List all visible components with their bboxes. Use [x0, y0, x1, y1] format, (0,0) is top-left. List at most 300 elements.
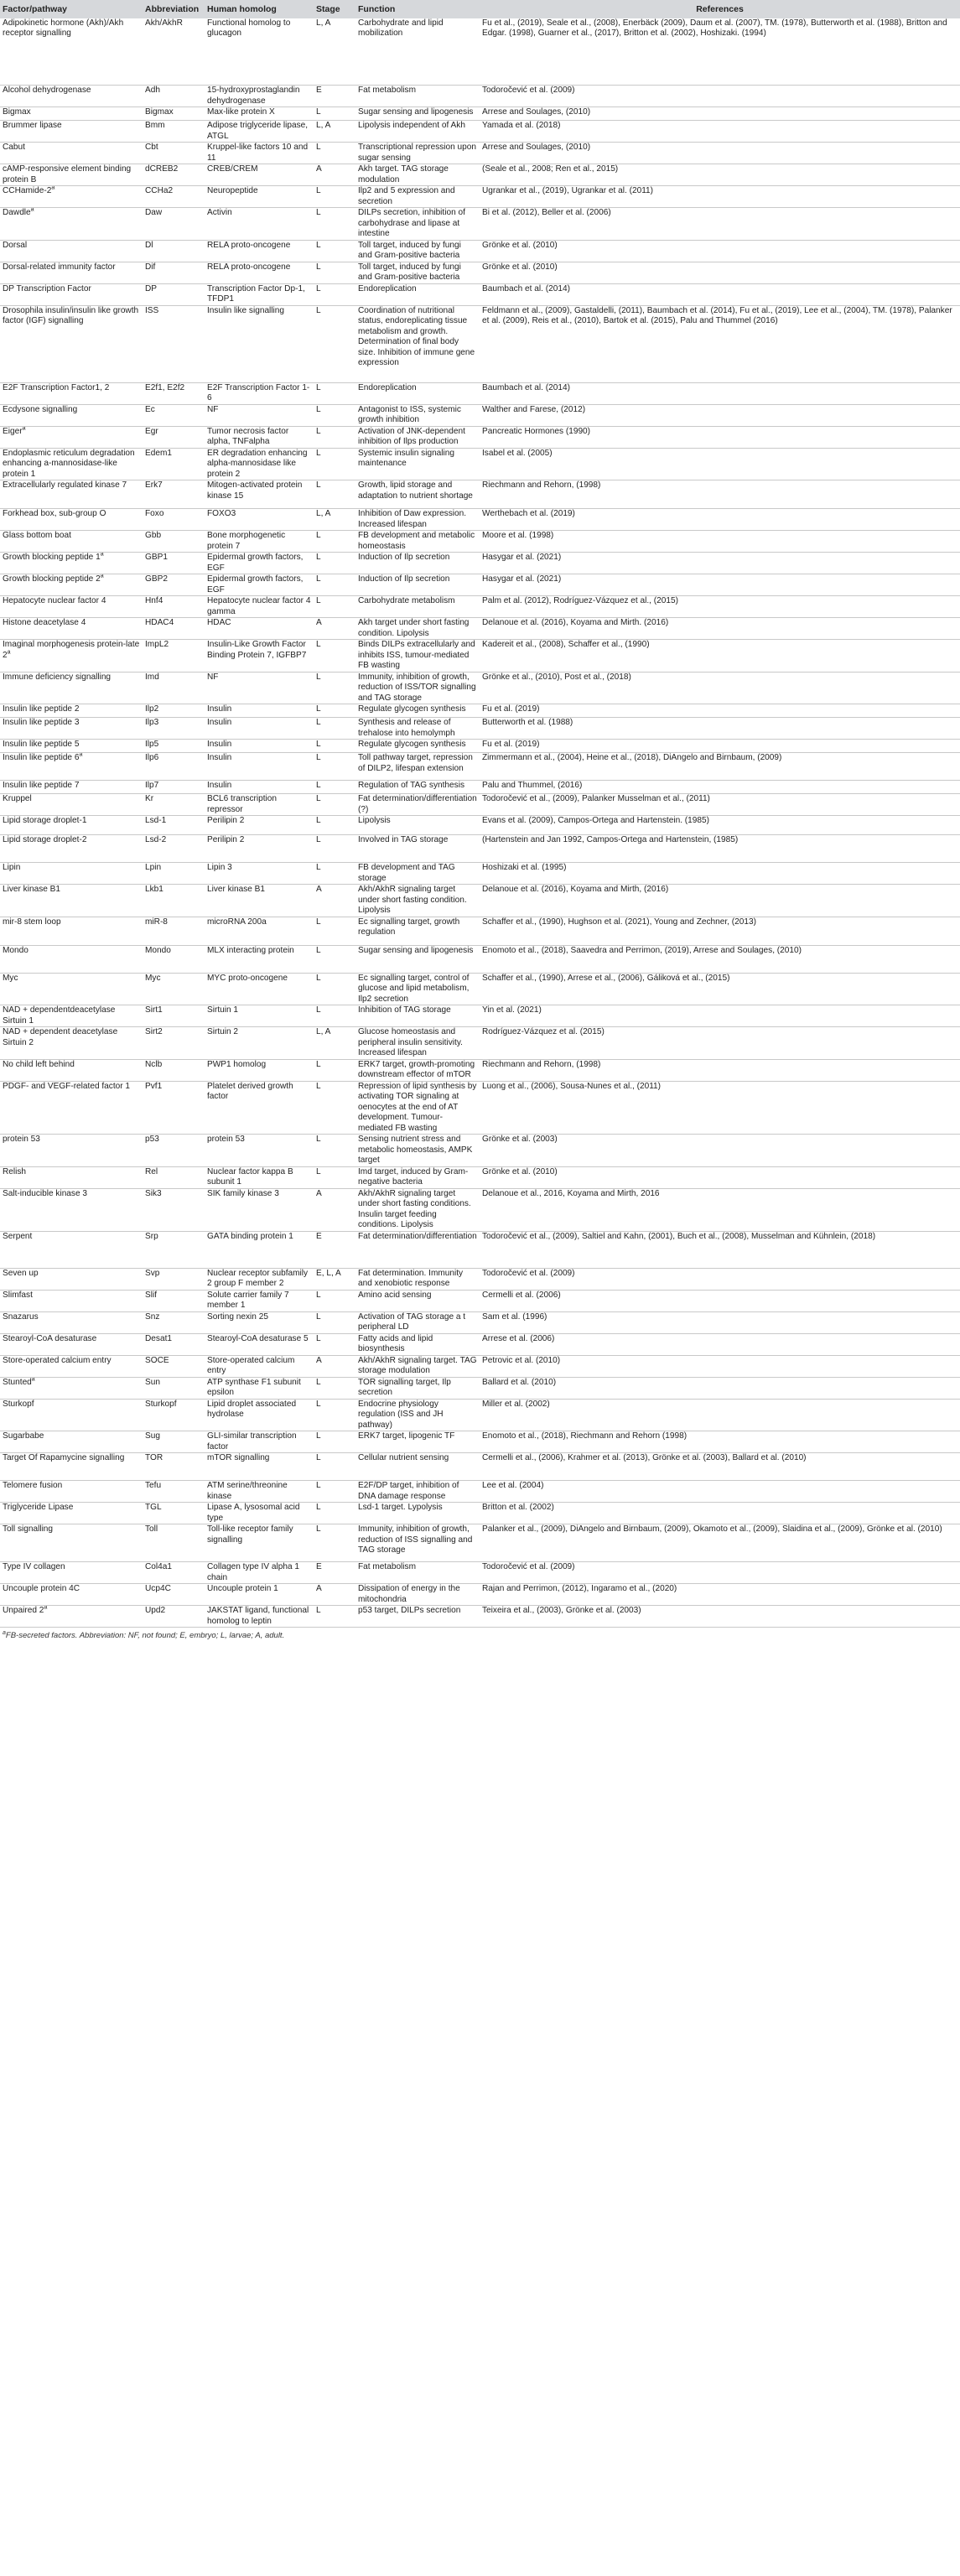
cell-abbreviation — [143, 863, 205, 885]
cell-text: Grönke et al., (2010), Post et al., (2018) — [482, 672, 631, 682]
cell-references — [480, 672, 960, 704]
cell-text: L — [316, 208, 321, 217]
cell-text: Riechmann and Rehorn, (1998) — [482, 480, 601, 490]
cell-text: Baumbach et al. (2014) — [482, 283, 570, 293]
cell-function — [355, 1333, 480, 1355]
header-function: Function — [355, 0, 480, 18]
table-row — [0, 781, 960, 794]
cell-references — [480, 917, 960, 945]
cell-text: Britton et al. (2002) — [482, 1503, 554, 1512]
cell-text: Lipin — [3, 863, 21, 872]
cell-stage — [314, 448, 355, 480]
cell-text: Riechmann and Rehorn, (1998) — [482, 1059, 601, 1069]
cell-stage — [314, 1290, 355, 1311]
cell-text: A — [316, 1584, 322, 1593]
cell-text: E — [316, 1231, 322, 1241]
cell-text: Slif — [145, 1290, 158, 1300]
header-references: References — [480, 0, 960, 18]
cell-text: Toll target, induced by fungi and Gram-positive bacteria — [358, 262, 461, 282]
table-row — [0, 945, 960, 973]
cell-text: Tefu — [145, 1481, 162, 1490]
cell-function — [355, 1081, 480, 1135]
cell-factor — [0, 740, 143, 753]
cell-stage — [314, 1399, 355, 1431]
cell-abbreviation — [143, 794, 205, 816]
fb-secreted-marker: a — [100, 574, 104, 579]
cell-text: Forkhead box, sub-group O — [3, 509, 106, 518]
cell-text: Hepatocyte nuclear factor 4 — [3, 596, 106, 605]
cell-references — [480, 1481, 960, 1503]
cell-human-homolog — [205, 740, 314, 753]
cell-text: Inhibition of Daw expression. Increased lifespan — [358, 509, 467, 529]
cell-factor — [0, 1377, 143, 1399]
cell-function — [355, 1355, 480, 1377]
cell-text: Sturkopf — [145, 1399, 177, 1409]
cell-function — [355, 404, 480, 426]
cell-factor — [0, 143, 143, 164]
cell-human-homolog — [205, 531, 314, 553]
cell-function — [355, 973, 480, 1005]
cell-text: Upd2 — [145, 1606, 166, 1615]
cell-text: Fat determination/differentiation (?) — [358, 794, 477, 814]
cell-text: Kr — [145, 794, 154, 803]
cell-text: L — [316, 553, 321, 562]
cell-text: p53 target, DILPs secretion — [358, 1606, 461, 1615]
cell-text: Epidermal growth factors, EGF — [207, 574, 304, 595]
cell-text: ATM serine/threonine kinase — [207, 1481, 288, 1501]
cell-text: Svp — [145, 1268, 160, 1278]
cell-references — [480, 794, 960, 816]
cell-factor — [0, 1503, 143, 1524]
cell-function — [355, 794, 480, 816]
cell-stage — [314, 1081, 355, 1135]
cell-function — [355, 305, 480, 382]
cell-abbreviation — [143, 740, 205, 753]
cell-stage — [314, 1584, 355, 1606]
cell-abbreviation — [143, 885, 205, 917]
cell-factor — [0, 1290, 143, 1311]
cell-human-homolog — [205, 640, 314, 673]
cell-text: HDAC4 — [145, 618, 174, 627]
cell-text: L — [316, 426, 321, 436]
cell-text: Perilipin 2 — [207, 835, 245, 844]
cell-text: Moore et al. (1998) — [482, 531, 554, 540]
cell-human-homolog — [205, 305, 314, 382]
table-row — [0, 1453, 960, 1481]
cell-stage — [314, 186, 355, 208]
cell-human-homolog — [205, 186, 314, 208]
cell-function — [355, 1188, 480, 1231]
cell-text: Dissipation of energy in the mitochondria — [358, 1584, 460, 1604]
cell-text: L — [316, 448, 321, 458]
cell-text: Egr — [145, 426, 158, 436]
cell-references — [480, 107, 960, 121]
cell-factor — [0, 618, 143, 640]
cell-references — [480, 835, 960, 863]
cell-text: Stunted — [3, 1377, 32, 1387]
cell-abbreviation — [143, 917, 205, 945]
cell-text: Akh target under short fasting condition. Lipolysis — [358, 618, 470, 638]
cell-text: Cermelli et al. (2006) — [482, 1290, 561, 1300]
cell-factor — [0, 596, 143, 618]
cell-abbreviation — [143, 382, 205, 404]
cell-function — [355, 426, 480, 448]
cell-text: L — [316, 404, 321, 414]
cell-references — [480, 618, 960, 640]
cell-stage — [314, 164, 355, 186]
cell-text: Neuropeptide — [207, 186, 258, 195]
cell-text: E2F Transcription Factor 1-6 — [207, 382, 310, 402]
cell-text: Functional homolog to glucagon — [207, 18, 291, 38]
cell-text: Baumbach et al. (2014) — [482, 382, 570, 392]
cell-text: L, A — [316, 1027, 331, 1036]
table-row — [0, 1584, 960, 1606]
cell-human-homolog — [205, 596, 314, 618]
cell-text: Sirtuin 2 — [207, 1027, 239, 1036]
cell-references — [480, 781, 960, 794]
cell-text: L — [316, 1311, 321, 1322]
cell-human-homolog — [205, 480, 314, 509]
cell-references — [480, 1027, 960, 1060]
cell-factor — [0, 448, 143, 480]
table-row — [0, 1311, 960, 1333]
cell-text: Insulin — [207, 781, 232, 790]
cell-human-homolog — [205, 448, 314, 480]
cell-function — [355, 885, 480, 917]
cell-text: Endoplasmic reticulum degradation enhancing a-mannosidase-like protein 1 — [3, 448, 135, 479]
cell-text: L — [316, 1431, 321, 1441]
cell-human-homolog — [205, 164, 314, 186]
cell-abbreviation — [143, 1059, 205, 1081]
cell-text: Lpin — [145, 863, 162, 872]
cell-text: Yin et al. (2021) — [482, 1005, 542, 1015]
cell-function — [355, 672, 480, 704]
cell-text: FB development and TAG storage — [358, 863, 455, 883]
cell-factor — [0, 835, 143, 863]
cell-text: Lipid storage droplet-2 — [3, 835, 87, 844]
cell-references — [480, 1166, 960, 1188]
cell-human-homolog — [205, 404, 314, 426]
cell-text: Carbohydrate and lipid mobilization — [358, 18, 444, 38]
cell-human-homolog — [205, 509, 314, 531]
cell-text: L — [316, 973, 321, 983]
table-row — [0, 917, 960, 945]
cell-factor — [0, 1059, 143, 1081]
cell-function — [355, 186, 480, 208]
cell-abbreviation — [143, 574, 205, 596]
cell-factor — [0, 186, 143, 208]
cell-text: Sorting nexin 25 — [207, 1311, 268, 1322]
cell-references — [480, 283, 960, 305]
cell-text: Glass bottom boat — [3, 531, 71, 540]
cell-text: Histone deacetylase 4 — [3, 618, 86, 627]
cell-text: Endocrine physiology regulation (ISS and JH pathway) — [358, 1399, 444, 1430]
cell-text: Palm et al. (2012), Rodríguez-Vázquez et al., (2015) — [482, 596, 678, 605]
cell-text: Insulin like peptide 3 — [3, 718, 80, 727]
cell-human-homolog — [205, 1166, 314, 1188]
header-factor: Factor/pathway — [0, 0, 143, 18]
cell-text: No child left behind — [3, 1059, 75, 1069]
cell-stage — [314, 262, 355, 283]
cell-stage — [314, 618, 355, 640]
cell-function — [355, 531, 480, 553]
table-row — [0, 596, 960, 618]
table-row — [0, 426, 960, 448]
cell-text: mTOR signalling — [207, 1453, 270, 1462]
cell-text: Regulation of TAG synthesis — [358, 781, 464, 790]
cell-function — [355, 704, 480, 718]
cell-text: L — [316, 107, 321, 117]
cell-text: L — [316, 753, 321, 762]
cell-text: Ilp7 — [145, 781, 159, 790]
cell-text: BCL6 transcription repressor — [207, 794, 278, 814]
cell-text: HDAC — [207, 618, 231, 627]
cell-abbreviation — [143, 1503, 205, 1524]
cell-function — [355, 164, 480, 186]
cell-text: Fat determination. Immunity and xenobiotic response — [358, 1268, 464, 1288]
cell-references — [480, 1231, 960, 1268]
cell-abbreviation — [143, 426, 205, 448]
cell-text: Toll pathway target, repression of DILP2, lifespan extension — [358, 753, 473, 773]
cell-text: Target Of Rapamycine signalling — [3, 1453, 125, 1462]
table-row — [0, 718, 960, 740]
cell-text: Sirt1 — [145, 1005, 163, 1015]
cell-references — [480, 1059, 960, 1081]
cell-text: Insulin like peptide 7 — [3, 781, 80, 790]
cell-text: Ecdysone signalling — [3, 404, 78, 414]
cell-text: E — [316, 86, 322, 95]
cell-factor — [0, 553, 143, 574]
cell-text: L — [316, 382, 321, 392]
cell-text: Yamada et al. (2018) — [482, 121, 561, 130]
cell-text: Imd — [145, 672, 159, 682]
cell-function — [355, 1431, 480, 1453]
cell-abbreviation — [143, 672, 205, 704]
cell-function — [355, 1027, 480, 1060]
cell-references — [480, 1005, 960, 1027]
cell-human-homolog — [205, 1377, 314, 1399]
cell-text: Involved in TAG storage — [358, 835, 449, 844]
cell-human-homolog — [205, 863, 314, 885]
table-row — [0, 1027, 960, 1060]
table-row — [0, 1005, 960, 1027]
cell-abbreviation — [143, 1135, 205, 1167]
cell-text: Extracellularly regulated kinase 7 — [3, 480, 127, 490]
cell-abbreviation — [143, 240, 205, 262]
cell-text: Grönke et al. (2003) — [482, 1135, 558, 1144]
cell-factor — [0, 1135, 143, 1167]
cell-text: L, A — [316, 18, 331, 28]
cell-stage — [314, 945, 355, 973]
cell-text: L — [316, 740, 321, 749]
cell-factor — [0, 1005, 143, 1027]
cell-abbreviation — [143, 835, 205, 863]
cell-text: Fatty acids and lipid biosynthesis — [358, 1333, 433, 1353]
cell-text: SIK family kinase 3 — [207, 1188, 279, 1198]
cell-text: Dl — [145, 240, 153, 250]
cell-text: MLX interacting protein — [207, 945, 294, 955]
cell-stage — [314, 753, 355, 781]
cell-human-homolog — [205, 917, 314, 945]
cell-text: Insulin — [207, 704, 232, 714]
cell-text: Sirtuin 1 — [207, 1005, 239, 1015]
cell-text: Telomere fusion — [3, 1481, 63, 1490]
cell-text: Platelet derived growth factor — [207, 1081, 293, 1101]
cell-text: Luong et al., (2006), Sousa-Nunes et al., (2011) — [482, 1081, 662, 1091]
cell-factor — [0, 1481, 143, 1503]
cell-human-homolog — [205, 816, 314, 835]
cell-references — [480, 208, 960, 241]
cell-references — [480, 1503, 960, 1524]
cell-references — [480, 973, 960, 1005]
cell-text: Induction of Ilp secretion — [358, 574, 450, 584]
cell-human-homolog — [205, 718, 314, 740]
cell-abbreviation — [143, 816, 205, 835]
cell-abbreviation — [143, 1290, 205, 1311]
cell-stage — [314, 1481, 355, 1503]
cell-factor — [0, 208, 143, 241]
cell-text: Kruppel — [3, 794, 32, 803]
cell-text: Snazarus — [3, 1311, 39, 1322]
cell-references — [480, 404, 960, 426]
cell-text: Activation of JNK-dependent inhibition of Ilps production — [358, 426, 465, 446]
cell-references — [480, 1606, 960, 1628]
cell-text: GBP2 — [145, 574, 168, 584]
cell-text: Uncouple protein 4C — [3, 1584, 80, 1593]
cell-text: ImpL2 — [145, 640, 169, 649]
cell-text: Perilipin 2 — [207, 816, 245, 825]
cell-abbreviation — [143, 640, 205, 673]
cell-function — [355, 917, 480, 945]
cell-function — [355, 1606, 480, 1628]
cell-text: Sugarbabe — [3, 1431, 44, 1441]
cell-text: Werthebach et al. (2019) — [482, 509, 575, 518]
cell-text: L — [316, 1059, 321, 1069]
cell-text: Dif — [145, 262, 156, 272]
cell-text: E2F/DP target, inhibition of DNA damage response — [358, 1481, 459, 1501]
cell-function — [355, 1524, 480, 1562]
cell-text: Antagonist to ISS, systemic growth inhibition — [358, 404, 461, 424]
cell-text: Drosophila insulin/insulin like growth factor (IGF) signalling — [3, 305, 139, 325]
cell-text: L, A — [316, 509, 331, 518]
cell-factor — [0, 781, 143, 794]
cell-text: Epidermal growth factors, EGF — [207, 553, 304, 573]
cell-abbreviation — [143, 1333, 205, 1355]
cell-factor — [0, 1188, 143, 1231]
cell-abbreviation — [143, 1188, 205, 1231]
cell-factor — [0, 917, 143, 945]
cell-text: DP Transcription Factor — [3, 283, 91, 293]
cell-references — [480, 305, 960, 382]
cell-references — [480, 18, 960, 86]
cell-abbreviation — [143, 704, 205, 718]
table-row — [0, 1290, 960, 1311]
cell-text: Serpent — [3, 1231, 33, 1241]
cell-text: Type IV collagen — [3, 1562, 65, 1571]
cell-function — [355, 640, 480, 673]
table-row — [0, 1081, 960, 1135]
table-row — [0, 753, 960, 781]
table-row — [0, 794, 960, 816]
cell-text: Sam et al. (1996) — [482, 1311, 547, 1322]
cell-text: Hasygar et al. (2021) — [482, 553, 562, 562]
cell-abbreviation — [143, 121, 205, 143]
cell-text: RELA proto-oncogene — [207, 240, 291, 250]
cell-text: Transcription Factor Dp-1, TFDP1 — [207, 283, 305, 304]
cell-factor — [0, 863, 143, 885]
cell-text: Unpaired 2 — [3, 1606, 44, 1615]
cell-function — [355, 18, 480, 86]
cell-text: Sug — [145, 1431, 160, 1441]
cell-human-homolog — [205, 1481, 314, 1503]
cell-text: Hoshizaki et al. (1995) — [482, 863, 567, 872]
cell-human-homolog — [205, 240, 314, 262]
table-row — [0, 107, 960, 121]
cell-function — [355, 480, 480, 509]
cell-text: Grönke et al. (2010) — [482, 262, 558, 272]
cell-text: Miller et al. (2002) — [482, 1399, 550, 1409]
cell-text: L — [316, 945, 321, 955]
cell-text: Ilp2 — [145, 704, 159, 714]
cell-references — [480, 509, 960, 531]
cell-text: Snz — [145, 1311, 160, 1322]
cell-stage — [314, 816, 355, 835]
cell-text: Toll signalling — [3, 1524, 54, 1534]
cell-stage — [314, 1524, 355, 1562]
cell-text: Adh — [145, 86, 160, 95]
cell-text: 15-hydroxyprostaglandin dehydrogenase — [207, 86, 300, 106]
cell-text: GBP1 — [145, 553, 168, 562]
cell-text: Akh target. TAG storage modulation — [358, 164, 449, 184]
cell-factor — [0, 574, 143, 596]
cell-abbreviation — [143, 107, 205, 121]
cell-function — [355, 382, 480, 404]
cell-text: Lsd-2 — [145, 835, 167, 844]
cell-text: JAKSTAT ligand, functional homolog to leptin — [207, 1606, 309, 1626]
cell-function — [355, 1166, 480, 1188]
cell-text: Insulin like peptide 5 — [3, 740, 80, 749]
cell-abbreviation — [143, 1584, 205, 1606]
cell-text: Insulin — [207, 753, 232, 762]
cell-text: TOR — [145, 1453, 163, 1462]
cell-text: Enomoto et al., (2018), Saavedra and Perrimon, (2019), Arrese and Soulages, (2010) — [482, 945, 802, 955]
cell-factor — [0, 18, 143, 86]
cell-abbreviation — [143, 305, 205, 382]
cell-stage — [314, 404, 355, 426]
cell-factor — [0, 1081, 143, 1135]
cell-text: Toll target, induced by fungi and Gram-positive bacteria — [358, 240, 461, 260]
cell-text: miR-8 — [145, 917, 168, 927]
cell-text: L — [316, 1524, 321, 1534]
cell-text: Fu et al., (2019), Seale et al., (2008), Enerbäck (2009), Daum et al. (2007), TM. (1978), Butterworth et al. (1988), Britton and Edgar. (1998), Guarner et al., (2017), Britton et al. (2002), Hoshizaki. (1994) — [482, 18, 947, 38]
fb-secreted-marker: a — [22, 426, 26, 432]
cell-text: A — [316, 164, 322, 174]
cell-text: NAD + dependentdeacetylase Sirtuin 1 — [3, 1005, 116, 1026]
cell-text: Nuclear factor kappa B subunit 1 — [207, 1166, 293, 1187]
header-row — [0, 0, 960, 18]
cell-human-homolog — [205, 1355, 314, 1377]
cell-text: L — [316, 672, 321, 682]
cell-text: dCREB2 — [145, 164, 179, 174]
cell-text: Bone morphogenetic protein 7 — [207, 531, 286, 551]
cell-stage — [314, 640, 355, 673]
cell-references — [480, 1081, 960, 1135]
cell-stage — [314, 18, 355, 86]
fb-secreted-marker: a — [44, 1605, 48, 1611]
cell-text: Desat1 — [145, 1333, 172, 1343]
cell-abbreviation — [143, 1231, 205, 1268]
cell-factor — [0, 640, 143, 673]
